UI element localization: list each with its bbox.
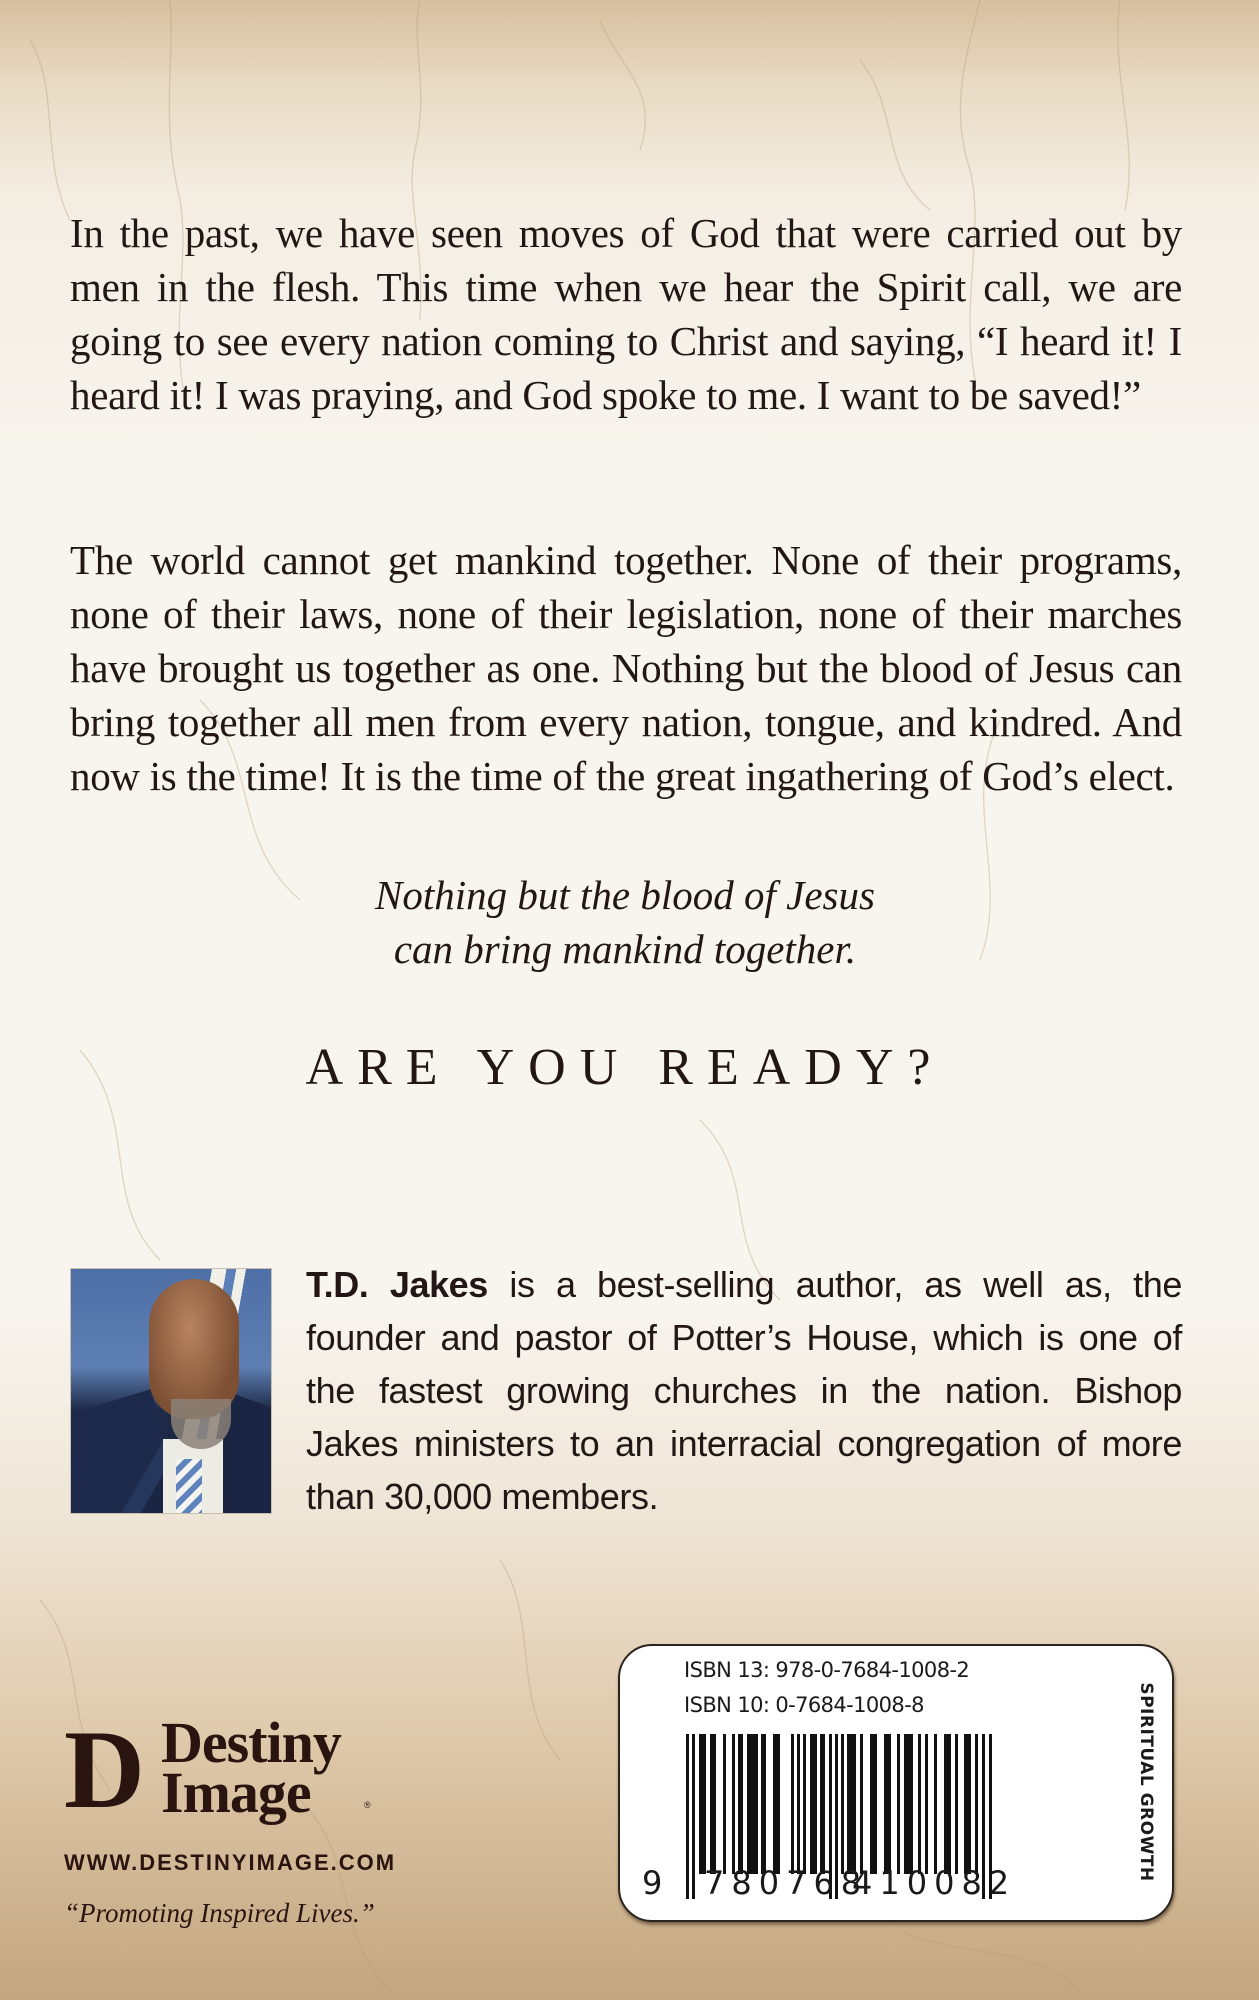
barcode-left-group: 780768: [704, 1864, 869, 1902]
isbn-10: ISBN 10: 0-7684-1008-8: [684, 1693, 924, 1717]
category-text: SPIRITUAL GROWTH: [1136, 1682, 1156, 1882]
author-bio-text: is a best-selling author, as well as, the founder and pastor of Potter’s House, which is one of the fastest growing churches in the nation. Bishop Jakes ministers to an interracial congregation of more than 30,000 members.: [306, 1264, 1182, 1517]
publisher-logo: [64, 1708, 424, 1832]
barcode-right-group: 410082: [852, 1864, 1017, 1902]
author-photo: [70, 1268, 272, 1514]
isbn-barcode-box: [618, 1644, 1174, 1922]
pull-quote-line-2: can bring mankind together.: [393, 926, 857, 972]
pull-quote: [250, 868, 1000, 976]
category-label: [1126, 1662, 1166, 1902]
registered-mark-icon: ®: [364, 1800, 371, 1810]
body-paragraph-1: In the past, we have seen moves of God that were carried out by men in the flesh. This time when we hear the Spirit call, we are going to see every nation coming to Christ and saying, “I heard it! I heard it! I was praying, and God spoke to me. I want to be saved!”: [70, 210, 1182, 418]
logo-initial: D: [64, 1708, 145, 1832]
body-paragraph-2: The world cannot get mankind together. None of their programs, none of their laws, none of their legislation, none of their marches have brought us together as one. Nothing but the blood of Jesus can bring together all men from every nation, tongue, and kindred. And now is the time! It is the time of the great ingathering of God’s elect.: [70, 537, 1182, 799]
publisher-url: WWW.DESTINYIMAGE.COM: [64, 1850, 397, 1875]
headline: ARE YOU READY?: [305, 1039, 945, 1096]
logo-word-image: Image: [161, 1760, 311, 1825]
pull-quote-line-1: Nothing but the blood of Jesus: [375, 872, 875, 918]
author-bio: [306, 1258, 1182, 1523]
author-name: T.D. Jakes: [306, 1264, 488, 1305]
logo-word-destiny: Destiny: [161, 1710, 341, 1775]
isbn-13: ISBN 13: 978-0-7684-1008-2: [684, 1658, 970, 1682]
barcode-first-digit: 9: [642, 1864, 663, 1902]
publisher-tagline: “Promoting Inspired Lives.”: [64, 1898, 375, 1928]
